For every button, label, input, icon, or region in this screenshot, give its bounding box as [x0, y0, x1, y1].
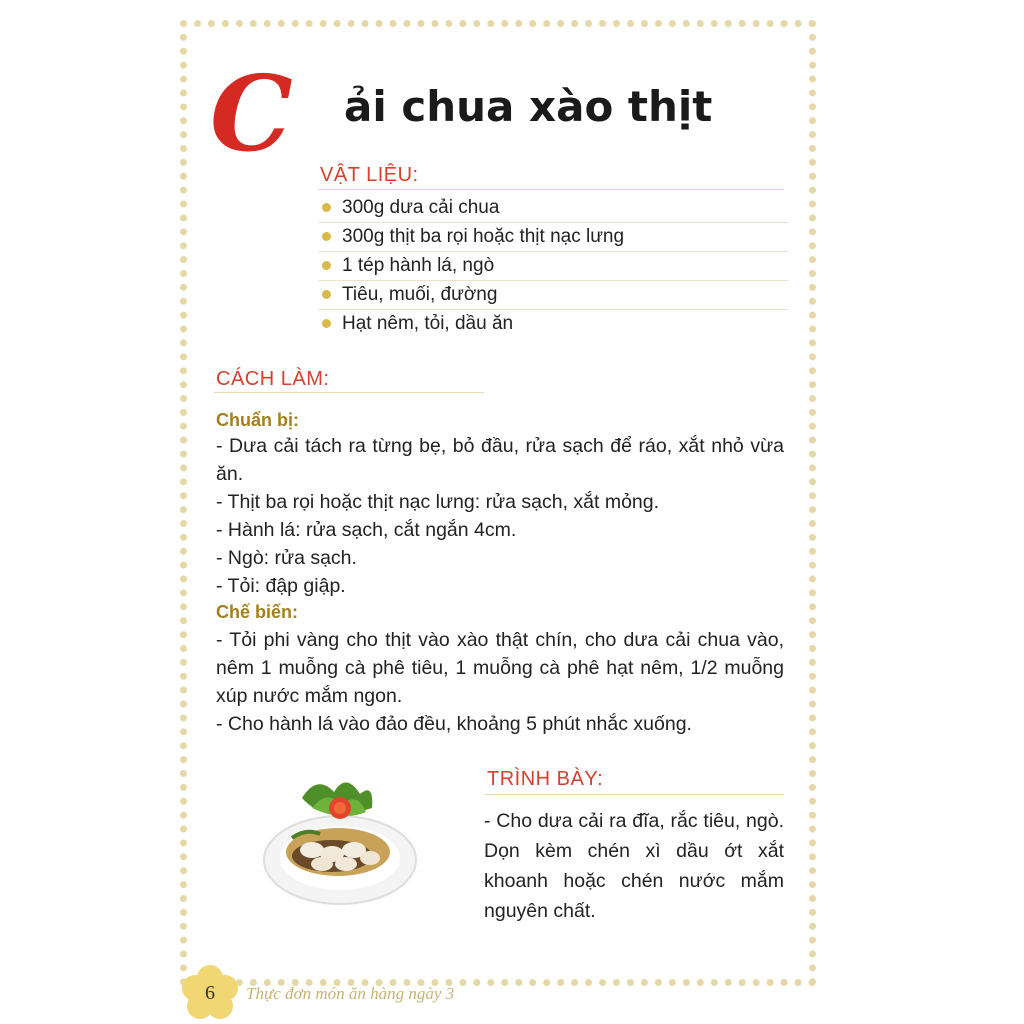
- cook-heading: Chế biến:: [216, 602, 299, 622]
- method-heading: CÁCH LÀM:: [216, 368, 330, 390]
- presentation-text: - Cho dưa cải ra đĩa, rắc tiêu, ngò. Dọn kèm chén xì dầu ớt xắt khoanh hoặc chén nước mắm nguyên chất.: [484, 810, 784, 922]
- prep-steps: [216, 432, 784, 600]
- ingredient-item: 300g dưa cải chua: [318, 194, 788, 223]
- page-number: 6: [205, 982, 215, 1004]
- prep-step: - Ngò: rửa sạch.: [216, 547, 357, 569]
- method-heading-rule: [214, 392, 484, 393]
- cook-steps: [216, 626, 784, 738]
- title-initial-letter: C: [210, 52, 293, 175]
- bullet-icon: [322, 319, 331, 328]
- ingredients-heading: VẬT LIỆU:: [320, 164, 419, 186]
- presentation-heading-rule: [484, 794, 784, 795]
- ingredients-heading-rule: [318, 189, 784, 190]
- prep-step: - Dưa cải tách ra từng bẹ, bỏ đầu, rửa sạch để ráo, xắt nhỏ vừa ăn.: [216, 435, 784, 485]
- prep-step: - Hành lá: rửa sạch, cắt ngắn 4cm.: [216, 519, 517, 541]
- prep-heading: Chuẩn bị:: [216, 410, 299, 430]
- ingredient-item: 1 tép hành lá, ngò: [318, 252, 788, 281]
- dish-photo: [262, 768, 418, 908]
- cook-step: - Tỏi phi vàng cho thịt vào xào thật chín, cho dưa cải chua vào, nêm 1 muỗng cà phê tiêu, 1 muỗng cà phê hạt nêm, 1/2 muỗng xúp nước mắm ngon.: [216, 629, 784, 707]
- bullet-icon: [322, 203, 331, 212]
- prep-step: - Tỏi: đập giập.: [216, 575, 346, 597]
- bullet-icon: [322, 290, 331, 299]
- presentation-heading: TRÌNH BÀY:: [487, 768, 604, 790]
- ingredient-item: Tiêu, muối, đường: [318, 281, 788, 310]
- cook-step: - Cho hành lá vào đảo đều, khoảng 5 phút nhắc xuống.: [216, 713, 692, 735]
- ingredients-list: [318, 194, 788, 338]
- bullet-icon: [322, 261, 331, 270]
- prep-step: - Thịt ba rọi hoặc thịt nạc lưng: rửa sạch, xắt mỏng.: [216, 491, 660, 513]
- bullet-icon: [322, 232, 331, 241]
- ingredient-item: 300g thịt ba rọi hoặc thịt nạc lưng: [318, 223, 788, 252]
- book-title: Thực đơn món ăn hàng ngày 3: [246, 984, 455, 1003]
- ingredient-item: Hạt nêm, tỏi, dầu ăn: [318, 310, 788, 338]
- title-text: ải chua xào thịt: [344, 82, 713, 131]
